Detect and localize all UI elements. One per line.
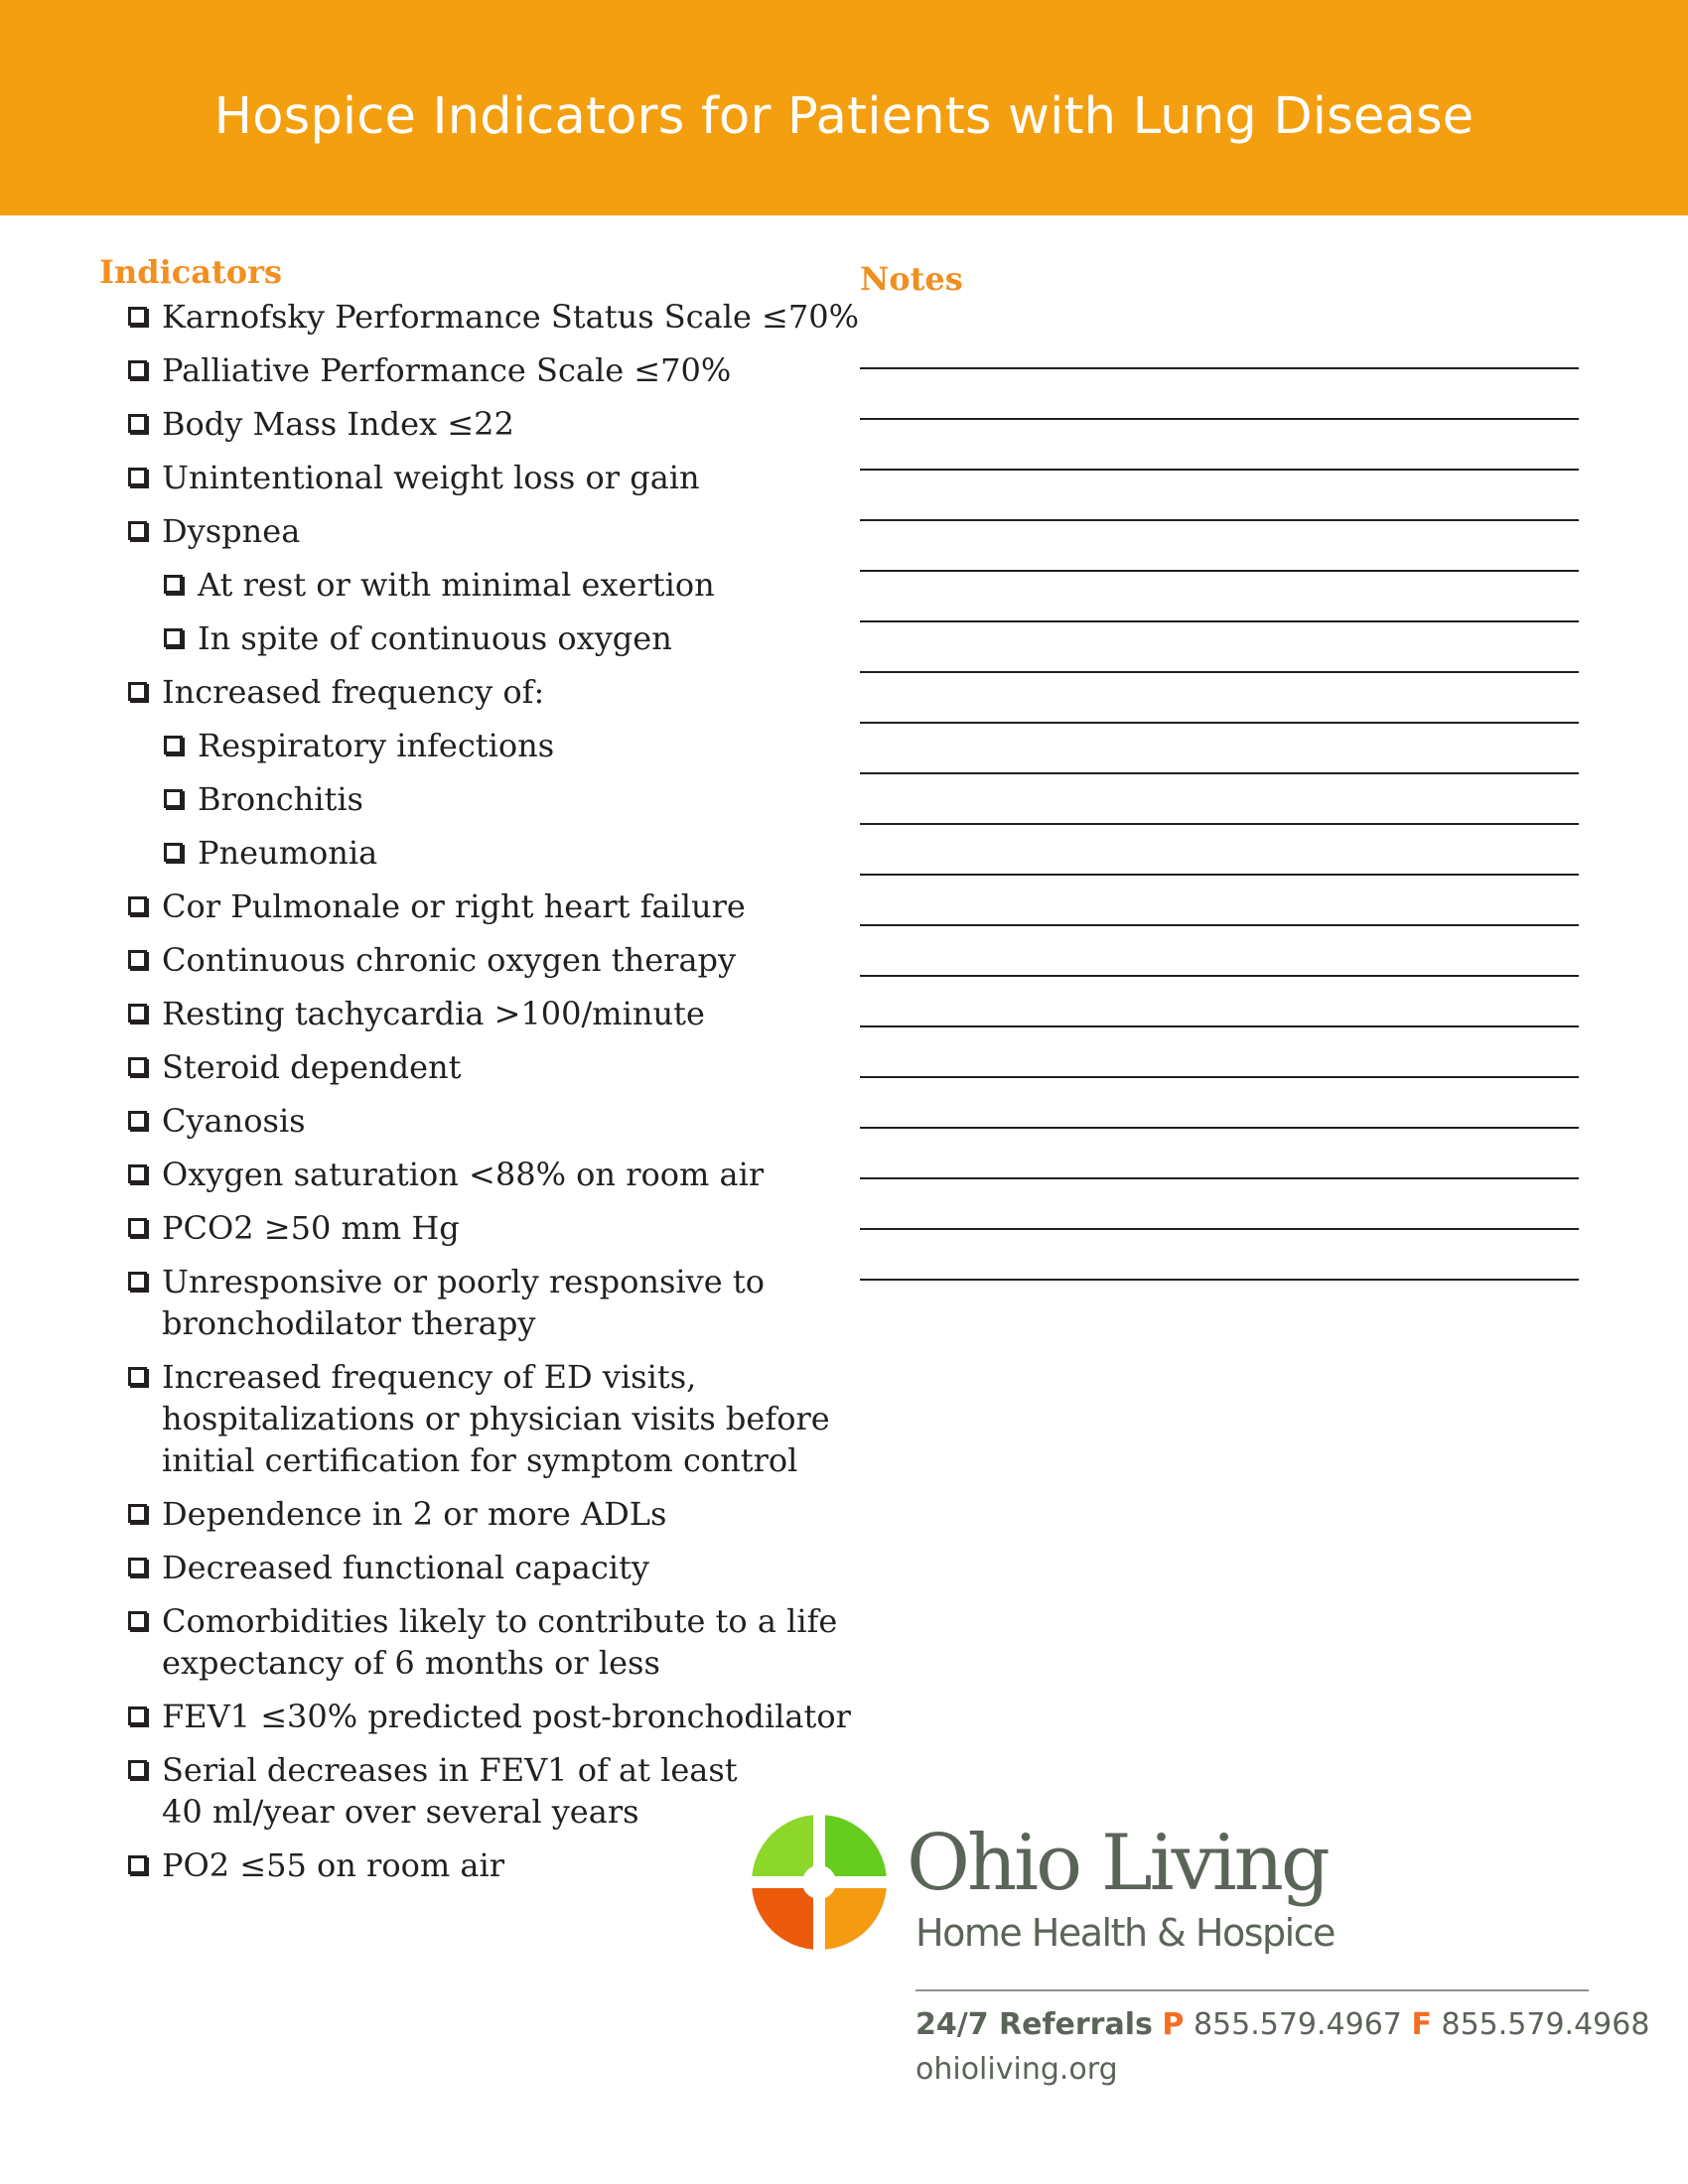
- indicator-label: Bronchitis: [198, 780, 363, 818]
- indicator-label: Palliative Performance Scale ≤70%: [162, 351, 732, 389]
- checkbox[interactable]: [128, 1760, 147, 1779]
- notes-line[interactable]: [860, 722, 1579, 724]
- checkbox[interactable]: [128, 521, 147, 540]
- checkbox[interactable]: [128, 1611, 147, 1630]
- logo-subtitle: Home Health & Hospice: [915, 1911, 1335, 1955]
- indicator-label: expectancy of 6 months or less: [162, 1644, 660, 1682]
- checkbox[interactable]: [164, 789, 183, 808]
- checkbox[interactable]: [128, 1367, 147, 1386]
- indicator-label: hospitalizations or physician visits before: [162, 1400, 830, 1437]
- checkbox[interactable]: [128, 1218, 147, 1237]
- footer-contact: [915, 2007, 1649, 2042]
- indicator-label: At rest or with minimal exertion: [198, 566, 715, 604]
- notes-line[interactable]: [860, 823, 1579, 825]
- ohio-living-logo-icon: [752, 1815, 887, 1950]
- checkbox[interactable]: [164, 575, 183, 594]
- checkbox[interactable]: [128, 1855, 147, 1874]
- indicator-label: PO2 ≤55 on room air: [162, 1846, 504, 1884]
- notes-line[interactable]: [860, 924, 1579, 926]
- checkbox[interactable]: [128, 1504, 147, 1523]
- checkbox[interactable]: [164, 628, 183, 647]
- checkbox[interactable]: [128, 1164, 147, 1183]
- indicator-label: Increased frequency of:: [162, 673, 545, 711]
- checkbox[interactable]: [128, 1057, 147, 1076]
- referrals-label: 24/7 Referrals: [915, 2007, 1153, 2042]
- checkbox[interactable]: [128, 1558, 147, 1576]
- notes-line[interactable]: [860, 1076, 1579, 1078]
- indicator-label: Unintentional weight loss or gain: [162, 459, 700, 496]
- indicator-label: Dyspnea: [162, 512, 301, 550]
- checkbox[interactable]: [128, 1004, 147, 1023]
- notes-line[interactable]: [860, 418, 1579, 420]
- indicator-label: Comorbidities likely to contribute to a life: [162, 1602, 838, 1640]
- notes-heading: Notes: [860, 260, 963, 298]
- checkbox[interactable]: [128, 414, 147, 433]
- phone-number[interactable]: 855.579.4967: [1193, 2007, 1402, 2042]
- notes-line[interactable]: [860, 671, 1579, 673]
- indicator-label: Increased frequency of ED visits,: [162, 1358, 697, 1396]
- fax-number: 855.579.4968: [1441, 2007, 1650, 2042]
- indicator-label: Body Mass Index ≤22: [162, 405, 514, 443]
- indicator-label: Continuous chronic oxygen therapy: [162, 941, 737, 979]
- indicator-label: FEV1 ≤30% predicted post-bronchodilator: [162, 1698, 851, 1735]
- checkbox[interactable]: [128, 1706, 147, 1725]
- indicator-label: Karnofsky Performance Status Scale ≤70%: [162, 298, 859, 336]
- checkbox[interactable]: [128, 307, 147, 326]
- phone-label: P: [1162, 2007, 1185, 2042]
- notes-line[interactable]: [860, 874, 1579, 876]
- checkbox[interactable]: [128, 896, 147, 915]
- indicator-label: Serial decreases in FEV1 of at least: [162, 1751, 738, 1789]
- checkbox[interactable]: [128, 1272, 147, 1291]
- notes-line[interactable]: [860, 620, 1579, 622]
- indicator-label: PCO2 ≥50 mm Hg: [162, 1209, 460, 1247]
- checkbox[interactable]: [128, 360, 147, 379]
- notes-line[interactable]: [860, 1127, 1579, 1129]
- page-title: Hospice Indicators for Patients with Lung Disease: [213, 87, 1475, 146]
- notes-line[interactable]: [860, 570, 1579, 572]
- notes-line[interactable]: [860, 975, 1579, 977]
- fax-label: F: [1411, 2007, 1432, 2042]
- indicator-label: initial certification for symptom control: [162, 1441, 798, 1479]
- logo-name: Ohio Living: [907, 1819, 1328, 1908]
- notes-line[interactable]: [860, 1228, 1579, 1230]
- checkbox[interactable]: [128, 1111, 147, 1130]
- checkbox[interactable]: [164, 843, 183, 862]
- indicator-label: Steroid dependent: [162, 1048, 462, 1086]
- notes-line[interactable]: [860, 1279, 1579, 1281]
- indicator-label: Respiratory infections: [198, 727, 555, 764]
- notes-line[interactable]: [860, 772, 1579, 774]
- indicator-label: Decreased functional capacity: [162, 1549, 649, 1586]
- notes-line[interactable]: [860, 519, 1579, 521]
- notes-line[interactable]: [860, 469, 1579, 471]
- indicator-label: Pneumonia: [198, 834, 378, 872]
- notes-line[interactable]: [860, 1177, 1579, 1179]
- indicator-label: bronchodilator therapy: [162, 1304, 536, 1342]
- checkbox[interactable]: [128, 468, 147, 486]
- indicator-label: Oxygen saturation <88% on room air: [162, 1156, 765, 1193]
- website-link[interactable]: ohioliving.org: [915, 2052, 1118, 2087]
- indicator-label: Cor Pulmonale or right heart failure: [162, 887, 746, 925]
- indicator-label: Dependence in 2 or more ADLs: [162, 1495, 667, 1533]
- indicator-label: Cyanosis: [162, 1102, 306, 1140]
- checkbox[interactable]: [164, 736, 183, 754]
- indicator-label: Resting tachycardia >100/minute: [162, 995, 705, 1032]
- notes-line[interactable]: [860, 367, 1579, 369]
- checkbox[interactable]: [128, 950, 147, 969]
- checkbox[interactable]: [128, 682, 147, 701]
- indicator-label: Unresponsive or poorly responsive to: [162, 1263, 765, 1300]
- notes-line[interactable]: [860, 1025, 1579, 1027]
- indicators-heading: Indicators: [99, 253, 282, 291]
- indicator-label: 40 ml/year over several years: [162, 1793, 639, 1831]
- footer-divider: [915, 1989, 1589, 1991]
- indicator-label: In spite of continuous oxygen: [198, 619, 672, 657]
